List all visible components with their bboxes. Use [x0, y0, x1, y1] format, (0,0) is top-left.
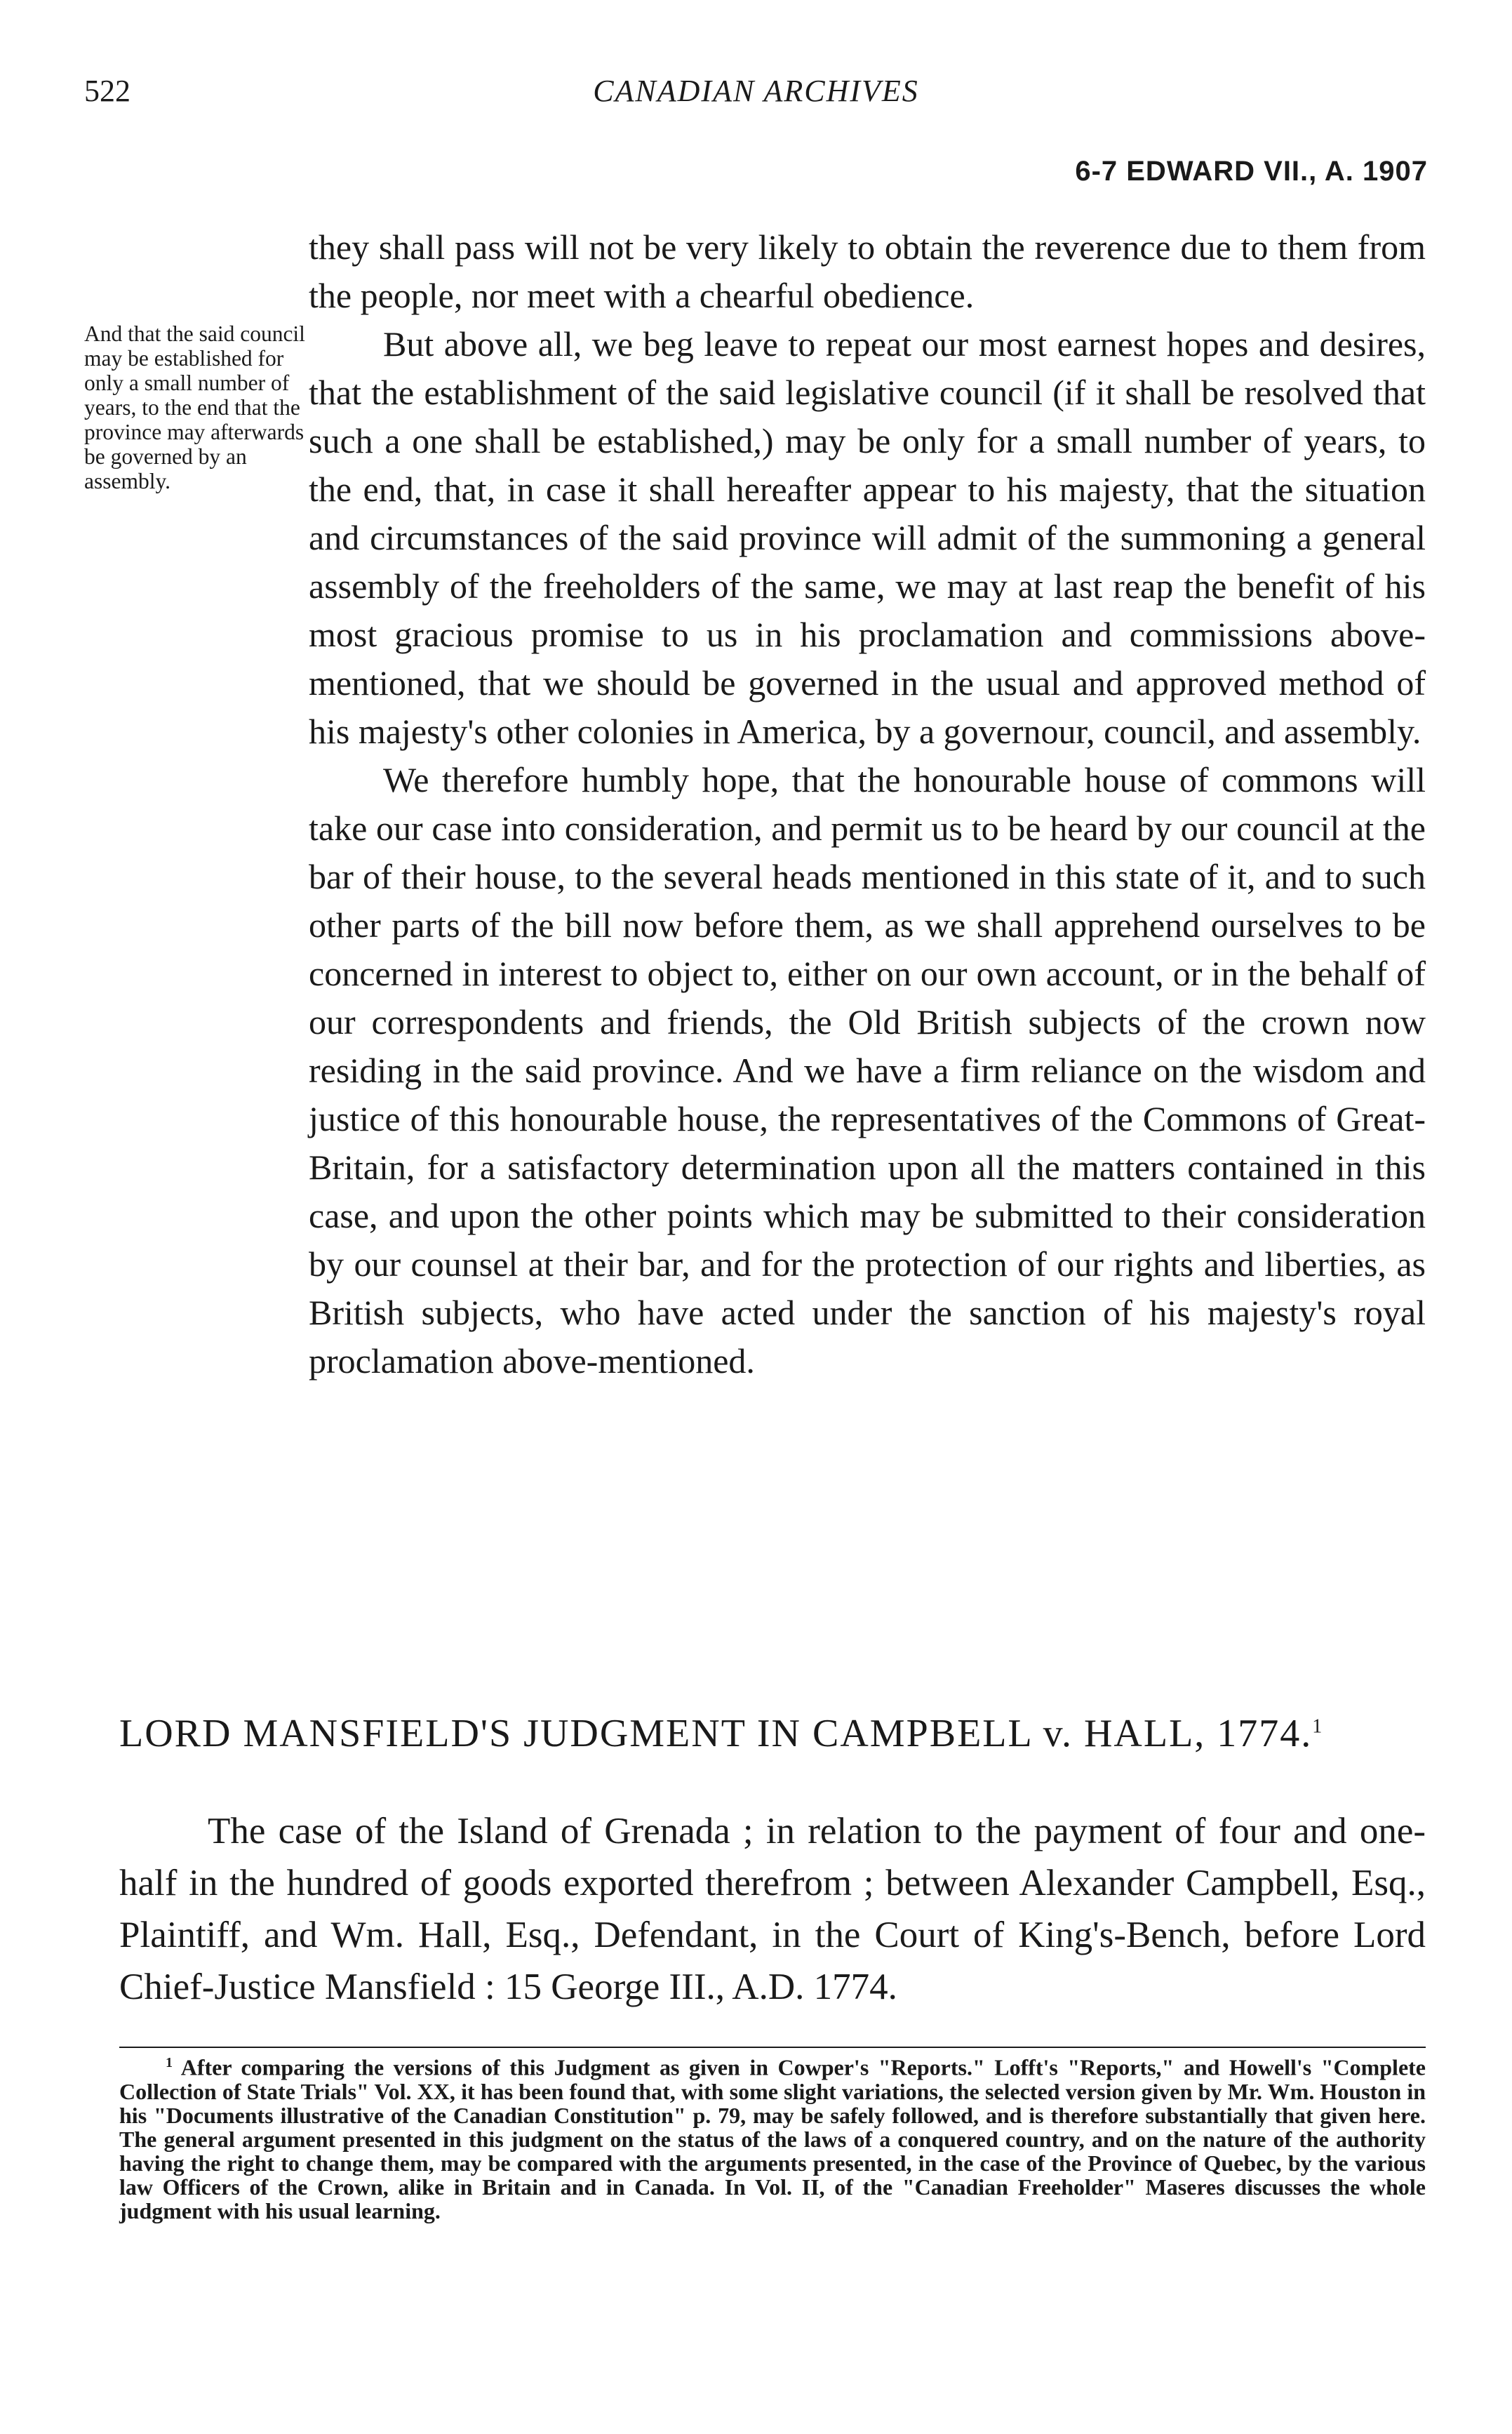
paragraph-continuation: they shall pass will not be very likely to obtain the reverence due to them from the people, nor meet with a chearful obedience.: [309, 227, 1426, 315]
footnote-marker: 1: [166, 2055, 173, 2070]
footnote-reference: 1: [1312, 1715, 1324, 1738]
paragraph-legislative-council: But above all, we beg leave to repeat our most earnest hopes and desires, that the establishment of the said legislative council (if it shall be resolved that such a one shall be established,) may be only for a small number of years, to the end, that, in case it shall hereafter appear to his majesty, that the situation and circumstances of the said province will admit of the summoning a general assembly of the freeholders of the same, we may at last reap the benefit of his most gracious promise to us in his proclamation and commissions above-mentioned, that we should be governed in the usual and approved method of his majesty's other colonies in America, by a governour, council, and assembly.: [309, 324, 1426, 751]
footnote-divider: [119, 2047, 1426, 2048]
footnote-text: After comparing the versions of this Judgment as given in Cowper's "Reports." Lofft's "Reports," and Howell's "Complete Collection of State Trials" Vol. XX, it has been found that, with some slight variations, the selected version given by Mr. Wm. Houston in his "Documents illustrative of the Canadian Constitution" p. 79, may be safely followed, and is therefore substantially that given here. The general argument presented in this judgment on the status of the laws of a conquered country, and on the nature of the authority having the right to change them, may be compared with the arguments presented, in the case of the Province of Quebec, by the various law Officers of the Crown, alike in Britain and in Canada. In Vol. II, of the "Canadian Freeholder" Maseres discusses the whole judgment with his usual learning.: [119, 2054, 1426, 2223]
paragraph-humble-hope: We therefore humbly hope, that the honourable house of commons will take our case into consideration, and permit us to be heard by our council at the bar of their house, to the several heads mentioned in this state of it, and to such other parts of the bill now before them, as we shall apprehend ourselves to be concerned in interest to object to, either on our own account, or in the behalf of our correspondents and friends, the Old British subjects of the crown now residing in the said province. And we have a firm reliance on the wisdom and justice of this honourable house, the representatives of the Commons of Great-Britain, for a satisfactory determination upon all the matters contained in this case, and upon the other points which may be submitted to their consideration by our counsel at their bar, and for the protection of our rights and liberties, as British subjects, who have acted under the sanction of his majesty's royal proclamation above-mentioned.: [309, 760, 1426, 1381]
marginal-note: And that the said council may be established for only a small number of years, to the end that the province may afterwards be governed by an assembly.: [84, 321, 305, 493]
case-introduction: The case of the Island of Grenada ; in relation to the payment of four and one-half in the hundred of goods exported therefrom ; between Alexander Campbell, Esq., Plaintiff, and Wm. Hall, Esq., Defendant, in the Court of King's-Bench, before Lord Chief-Justice Mansfield : 15 George III., A.D. 1774.: [119, 1811, 1426, 2007]
petition-body: [309, 223, 1426, 1385]
session-label: 6-7 EDWARD VII., A. 1907: [1075, 156, 1428, 187]
page-number: 522: [84, 74, 131, 108]
footnote: [119, 2051, 1426, 2223]
section-heading-text: LORD MANSFIELD'S JUDGMENT IN CAMPBELL v. HALL, 1774.: [119, 1712, 1313, 1755]
section-heading: [119, 1711, 1452, 1756]
running-title: CANADIAN ARCHIVES: [593, 74, 919, 108]
